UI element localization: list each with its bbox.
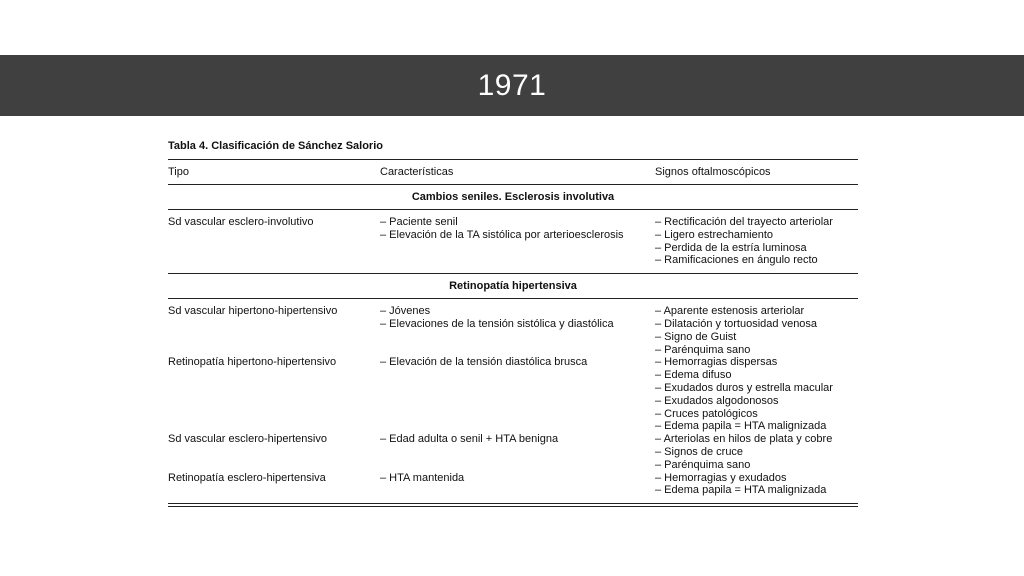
list-item: – Dilatación y tortuosidad venosa	[655, 317, 818, 330]
classification-table	[168, 137, 858, 507]
list-item: – Edema papila = HTA malignizada	[655, 484, 827, 497]
table-row	[168, 299, 858, 356]
cell-tipo: Sd vascular hipertono-hipertensivo	[168, 305, 338, 318]
list-item: – Ligero estrechamiento	[655, 228, 774, 241]
list-item: – Ramificaciones en ángulo recto	[655, 254, 818, 267]
list-item: – Paciente senil	[380, 216, 458, 228]
cell-caracteristicas	[380, 305, 655, 356]
list-item: – Parénquima sano	[655, 343, 751, 356]
cell-tipo: Retinopatía hipertono-hipertensivo	[168, 356, 337, 369]
cell-signos	[655, 216, 858, 267]
list-item: – Signo de Guist	[655, 330, 737, 343]
title-bar	[0, 55, 1024, 116]
list-item: – HTA mantenida	[380, 471, 465, 484]
cell-caracteristicas	[380, 433, 655, 471]
header-caracteristicas: Características	[380, 165, 454, 178]
list-item: – Elevaciones de la tensión sistólica y diastólica	[380, 317, 614, 330]
cell-tipo: Retinopatía esclero-hipertensiva	[168, 471, 326, 484]
list-item: – Edema difuso	[655, 369, 732, 382]
list-item: – Rectificación del trayecto arteriolar	[655, 216, 833, 228]
section-heading-cambios-seniles: Cambios seniles. Esclerosis involutiva	[411, 191, 615, 203]
cell-signos	[655, 433, 858, 471]
cell-signos	[655, 356, 858, 433]
section2-body	[168, 299, 858, 497]
list-item: – Hemorragias y exudados	[655, 471, 787, 484]
list-item: – Arteriolas en hilos de plata y cobre	[655, 433, 833, 446]
header-signos: Signos oftalmoscópicos	[655, 165, 771, 178]
cell-caracteristicas	[380, 356, 655, 433]
list-item: – Edema papila = HTA malignizada	[655, 420, 827, 433]
section1-body	[168, 210, 858, 267]
list-item: – Exudados algodonosos	[655, 394, 779, 407]
header-tipo: Tipo	[168, 165, 189, 178]
slide-title: 1971	[477, 68, 547, 102]
section-heading-retinopatia-hipertensiva: Retinopatía hipertensiva	[449, 280, 577, 293]
bottom-double-rule	[168, 503, 858, 507]
cell-caracteristicas	[380, 216, 655, 267]
list-item: – Aparente estenosis arteriolar	[655, 305, 805, 318]
list-item: – Perdida de la estría luminosa	[655, 241, 807, 254]
list-item: – Parénquima sano	[655, 458, 751, 471]
list-item: – Cruces patológicos	[655, 407, 758, 420]
list-item: – Jóvenes	[380, 305, 431, 318]
table-row	[168, 356, 858, 433]
cell-tipo: Sd vascular esclero-hipertensivo	[168, 433, 327, 446]
cell-signos	[655, 305, 858, 356]
list-item: – Exudados duros y estrella macular	[655, 381, 833, 394]
table-row	[168, 433, 858, 471]
table-row	[168, 210, 858, 267]
list-item: – Elevación de la TA sistólica por arterioesclerosis	[380, 228, 624, 241]
cell-caracteristicas	[380, 472, 655, 498]
list-item: – Elevación de la tensión diastólica brusca	[380, 356, 588, 369]
table-header-row	[168, 160, 858, 184]
list-item: – Hemorragias dispersas	[655, 356, 778, 369]
list-item: – Signos de cruce	[655, 445, 744, 458]
list-item: – Edad adulta o senil + HTA benigna	[380, 433, 559, 446]
table-caption: Tabla 4. Clasificación de Sánchez Salorio	[168, 140, 383, 152]
cell-tipo: Sd vascular esclero-involutivo	[168, 216, 314, 228]
table-row	[168, 472, 858, 498]
cell-signos	[655, 472, 858, 498]
